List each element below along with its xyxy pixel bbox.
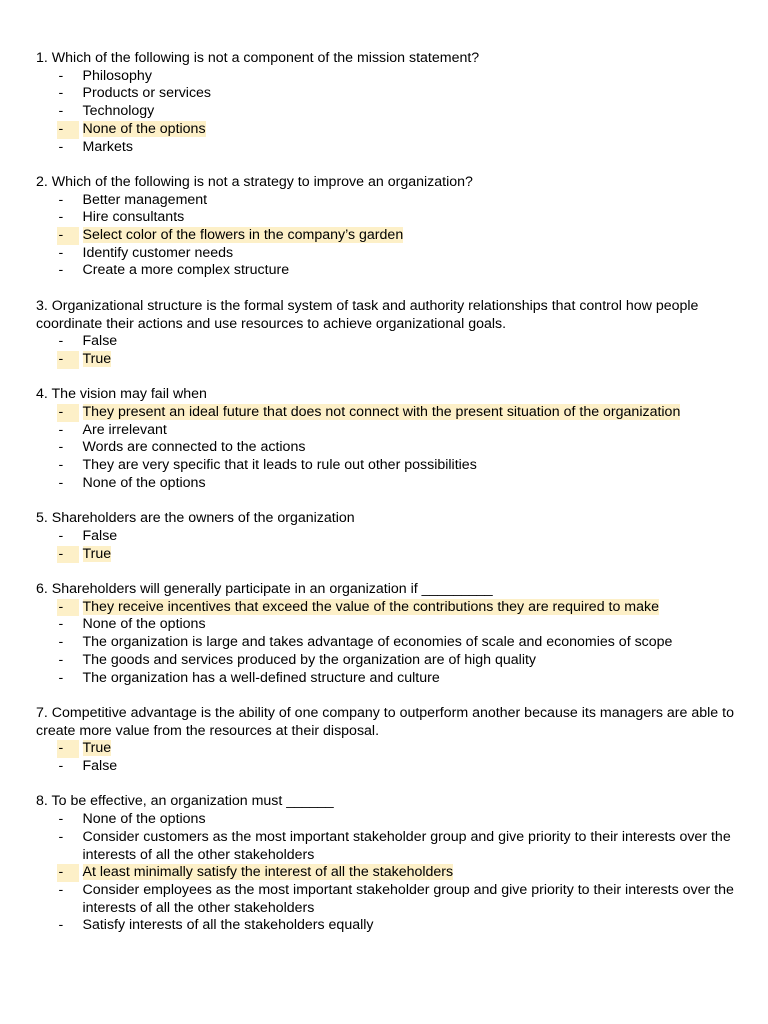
dash-bullet-icon: - — [57, 227, 79, 245]
answer-option — [36, 634, 736, 652]
dash-bullet-icon: - — [58, 881, 64, 898]
answer-option-text: Create a more complex structure — [82, 262, 290, 279]
answer-option — [36, 209, 736, 227]
answer-option — [36, 422, 736, 440]
answer-option — [36, 139, 736, 157]
answer-options — [36, 740, 736, 775]
answer-option-highlighted — [36, 599, 736, 617]
dash-bullet-icon: - — [58, 917, 64, 934]
answer-option — [36, 333, 736, 351]
dash-bullet-icon: - — [58, 439, 64, 456]
answer-options — [36, 333, 736, 368]
answer-option-text: Satisfy interests of all the stakeholders equally — [82, 917, 374, 934]
answer-option-text: None of the options — [82, 120, 206, 137]
answer-option-text: Select color of the flowers in the company’s garden — [82, 227, 404, 244]
answer-option-text: The goods and services produced by the organization are of high quality — [82, 651, 537, 668]
answer-options — [36, 68, 736, 157]
answer-option-text: Hire consultants — [82, 209, 185, 226]
dash-bullet-icon: - — [58, 651, 64, 668]
answer-option-text: None of the options — [82, 811, 206, 828]
question-5 — [36, 510, 736, 563]
answer-option — [36, 103, 736, 121]
answer-option-text: None of the options — [82, 474, 206, 491]
answer-option-highlighted — [36, 227, 736, 245]
answer-option-text: They receive incentives that exceed the value of the contributions they are required to make — [82, 598, 659, 615]
answer-options — [36, 192, 736, 281]
dash-bullet-icon: - — [58, 67, 64, 84]
answer-options — [36, 599, 736, 688]
answer-option-text: Products or services — [82, 85, 212, 102]
answer-option-text: At least minimally satisfy the interest of all the stakeholders — [82, 864, 454, 881]
answer-option — [36, 68, 736, 86]
answer-option — [36, 917, 736, 935]
dash-bullet-icon: - — [58, 262, 64, 279]
question-3 — [36, 298, 736, 369]
dash-bullet-icon: - — [58, 669, 64, 686]
answer-option — [36, 245, 736, 263]
answer-option — [36, 439, 736, 457]
answer-option-text: Consider employees as the most important stakeholder group and give priority to their interests over the interests of all the other stakeholders — [82, 881, 734, 916]
answer-option-highlighted — [36, 740, 736, 758]
question-6 — [36, 581, 736, 687]
question-text: 8. To be effective, an organization must ______ — [36, 793, 334, 810]
answer-option-text: They present an ideal future that does not connect with the present situation of the organization — [82, 404, 681, 421]
question-8 — [36, 793, 736, 935]
dash-bullet-icon: - — [58, 244, 64, 261]
dash-bullet-icon: - — [58, 421, 64, 438]
dash-bullet-icon: - — [58, 811, 64, 828]
answer-option-text: Consider customers as the most important stakeholder group and give priority to their interests over the interests of all the other stakeholders — [82, 828, 731, 863]
answer-option-text: Better management — [82, 191, 208, 208]
answer-option-text: True — [82, 740, 112, 757]
answer-option — [36, 457, 736, 475]
quiz-document — [36, 50, 736, 953]
answer-options — [36, 404, 736, 493]
question-1 — [36, 50, 736, 156]
question-text: 1. Which of the following is not a component of the mission statement? — [36, 50, 480, 66]
question-text: 2. Which of the following is not a strategy to improve an organization? — [36, 173, 473, 190]
answer-option — [36, 528, 736, 546]
answer-option-highlighted — [36, 351, 736, 369]
answer-option-highlighted — [36, 404, 736, 422]
dash-bullet-icon: - — [57, 599, 79, 617]
answer-options — [36, 811, 736, 935]
dash-bullet-icon: - — [58, 85, 64, 102]
answer-option-text: Are irrelevant — [82, 421, 167, 438]
answer-option-text: Technology — [82, 103, 155, 120]
dash-bullet-icon: - — [58, 103, 64, 120]
answer-option-text: The organization has a well-defined structure and culture — [82, 669, 440, 686]
dash-bullet-icon: - — [58, 616, 64, 633]
answer-options — [36, 528, 736, 563]
answer-option-text: Markets — [82, 138, 133, 155]
dash-bullet-icon: - — [57, 740, 79, 758]
question-text: 5. Shareholders are the owners of the organization — [36, 510, 355, 527]
dash-bullet-icon: - — [57, 864, 79, 882]
dash-bullet-icon: - — [58, 758, 64, 775]
answer-option-text: True — [82, 545, 112, 562]
dash-bullet-icon: - — [58, 527, 64, 544]
dash-bullet-icon: - — [58, 474, 64, 491]
dash-bullet-icon: - — [57, 351, 79, 369]
answer-option — [36, 829, 736, 864]
answer-option — [36, 758, 736, 776]
dash-bullet-icon: - — [58, 634, 64, 651]
answer-option — [36, 670, 736, 688]
question-2 — [36, 174, 736, 280]
dash-bullet-icon: - — [58, 138, 64, 155]
answer-option — [36, 262, 736, 280]
answer-option-text: Words are connected to the actions — [82, 439, 306, 456]
dash-bullet-icon: - — [57, 546, 79, 564]
dash-bullet-icon: - — [58, 209, 64, 226]
answer-option — [36, 475, 736, 493]
answer-option-text: They are very specific that it leads to rule out other possibilities — [82, 457, 477, 474]
question-7 — [36, 705, 736, 776]
answer-option-text: False — [82, 333, 118, 350]
dash-bullet-icon: - — [58, 828, 64, 845]
answer-option-highlighted — [36, 546, 736, 564]
dash-bullet-icon: - — [57, 121, 79, 139]
question-text: 4. The vision may fail when — [36, 386, 207, 403]
question-text: 6. Shareholders will generally participate in an organization if _________ — [36, 581, 493, 598]
answer-option — [36, 85, 736, 103]
answer-option — [36, 192, 736, 210]
question-text: 3. Organizational structure is the formal system of task and authority relationships that control how people coordinate their actions and use resources to achieve organizational goals. — [36, 297, 699, 332]
answer-option-text: Philosophy — [82, 67, 152, 84]
answer-option — [36, 616, 736, 634]
answer-option-text: False — [82, 758, 118, 775]
question-4 — [36, 386, 736, 492]
answer-option — [36, 652, 736, 670]
dash-bullet-icon: - — [58, 333, 64, 350]
answer-option-text: False — [82, 527, 118, 544]
dash-bullet-icon: - — [57, 404, 79, 422]
answer-option-highlighted — [36, 864, 736, 882]
answer-option-text: Identify customer needs — [82, 244, 234, 261]
answer-option — [36, 882, 736, 917]
answer-option-highlighted — [36, 121, 736, 139]
dash-bullet-icon: - — [58, 457, 64, 474]
answer-option — [36, 811, 736, 829]
answer-option-text: True — [82, 350, 112, 367]
answer-option-text: The organization is large and takes advantage of economies of scale and economies of scope — [82, 634, 673, 651]
answer-option-text: None of the options — [82, 616, 206, 633]
question-text: 7. Competitive advantage is the ability of one company to outperform another because its managers are able to create more value from the resources at their disposal. — [36, 704, 734, 739]
dash-bullet-icon: - — [58, 191, 64, 208]
